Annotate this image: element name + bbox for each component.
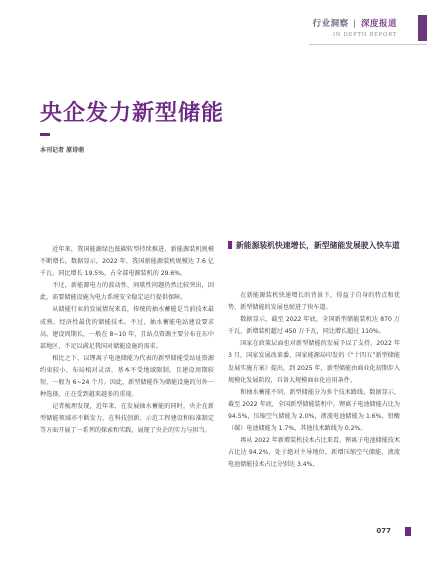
paragraph: 从储能行业的发展情况来看，传统的抽水蓄能是当前技术最成熟、经济性最优的储能技术。不过，抽水蓄能电站建设要求高、建设周期长，一般在 8~10 年，且站点资源主要分布在东中部地区，不足以满足我国对储能设施的需求。 [40, 306, 214, 350]
byline: 本刊记者 原诗萌 [40, 147, 85, 154]
paragraph: 再从 2022 年新增装机技术占比来看，锂离子电池储能技术占比达 94.2%，处于绝对主导地位，新增压缩空气储能、液流电池储能技术占比分别达 3.4%、 [228, 437, 400, 469]
subheading [228, 240, 402, 252]
page-number-marker [405, 527, 411, 536]
paragraph: 相比之下，以锂离子电池储能为代表的新型储能受站址资源约束较小，布局相对灵活，基本不受地域限制，且建设周期较短，一般为 6~24 个月。因此，新型储能作为储能设施的另外一种选择，正在受到越来越多的重视。 [40, 354, 214, 399]
subheading-text: 新能源装机快速增长，新型储能发展驶入快车道 [236, 241, 400, 250]
paragraph: 记者梳理发现，近年来，在发展抽水蓄能的同时，央企在新型储能领域亦不断发力，在科技创新、示范工程建设和标准制定等方面开展了一系列的探索和实践，展现了央企的实力与担当。 [40, 403, 214, 435]
paragraph: 数据显示，截至 2022 年底，全国新型储能装机达 870 万千瓦，新增装机超过 450 万千瓦，同比增长超过 110%。 [228, 316, 400, 336]
right-column [228, 290, 400, 471]
subheading-marker [228, 241, 232, 249]
section-label [313, 17, 397, 29]
header-rule [309, 44, 427, 45]
left-column [40, 244, 214, 438]
page-number: 077 [376, 527, 391, 535]
paragraph: 在新能源装机快速增长的背景下，得益于自身的特点和优势，新型储能的发展也驶进了快车道。 [228, 292, 400, 312]
section-english-label: IN DEPTH REPORT [332, 32, 397, 38]
article-title: 央企发力新型储能 [40, 100, 225, 126]
paragraph: 和抽水蓄能不同，新型储能分为多个技术路线。数据显示，截至 2022 年底，全国新型储能装机中，锂离子电池储能占比为 94.5%，压缩空气储能为 2.0%，液流电池储能为 1.6%，铅酸（碳）电池储能为 1.7%，其他技术路线为 0.2%。 [228, 388, 400, 433]
header-accent-bar [418, 15, 427, 41]
paragraph: 国家在政策层面也对新型储能的发展予以了支持。2022 年 3 月，国家发展改革委、国家能源局印发的《“十四五”新型储能发展实施方案》提出，到 2025 年，新型储能由商业化初期步入规模化发展阶段，具备大规模商业化应用条件。 [228, 340, 400, 384]
paragraph: 近年来，我国能源绿色低碳转型持续推进，新能源装机规模不断增长。数据显示，2022 年，我国新能源装机规模达 7.6 亿千瓦，同比增长 19.5%，占全部电源装机的 29.6%。 [40, 246, 214, 278]
title-underline [40, 133, 50, 136]
section-separator: | [353, 19, 357, 29]
section-header [313, 17, 397, 38]
subsection-name: 深度报道 [360, 19, 397, 29]
paragraph: 不过，新能源电力的波动性、间歇性问题仍然比较突出，因此，需要储能设施为电力系统安全稳定运行提供保障。 [40, 282, 214, 302]
section-name: 行业洞察 [312, 19, 349, 29]
